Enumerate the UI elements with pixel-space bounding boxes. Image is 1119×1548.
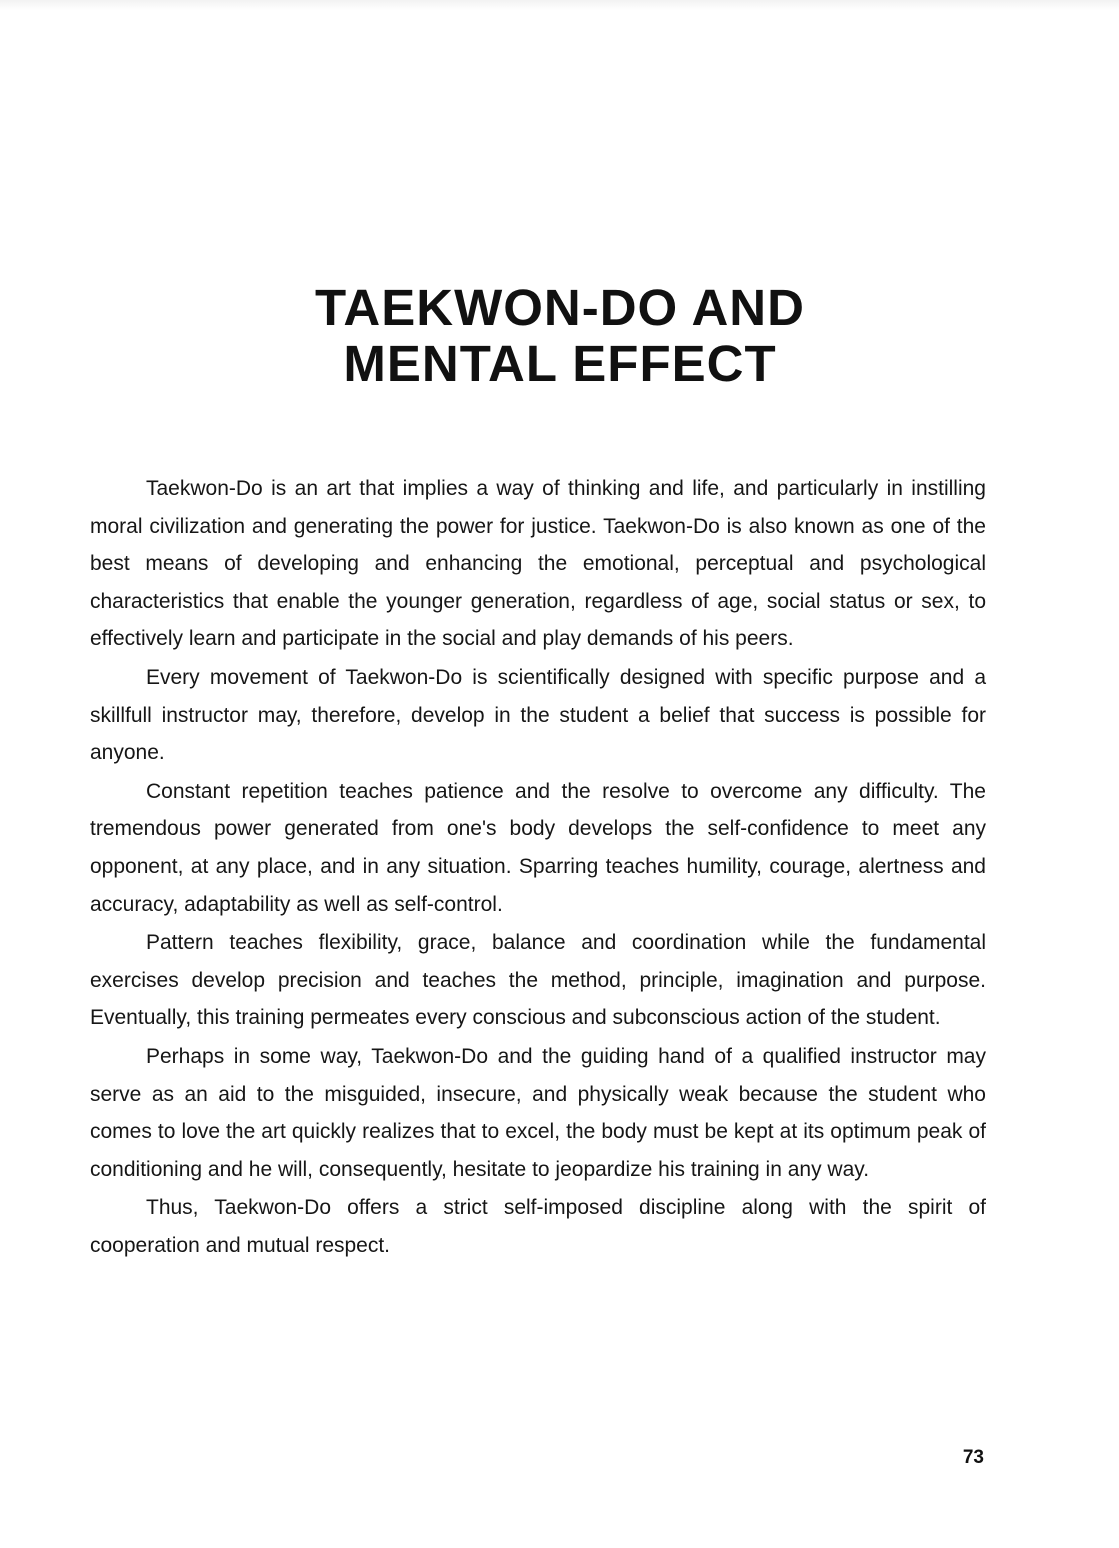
paragraph: Every movement of Taekwon-Do is scientifically designed with specific purpose and a skillfull instructor may, therefore, develop in the student a belief that success is possible for anyone. [90,665,986,765]
chapter-title-line-1: TAEKWON-DO AND [315,279,805,336]
paragraph: Constant repetition teaches patience and the resolve to overcome any difficulty. The tremendous power generated from one's body develops the self-confidence to meet any opponent, at any place, and in any situation. Sparring teaches humility, courage, alertness and accuracy, adaptability as well as self-control. [90,779,986,916]
chapter-body [90,470,986,1265]
paragraph: Pattern teaches flexibility, grace, balance and coordination while the fundamental exercises develop precision and teaches the method, principle, imagination and purpose. Eventually, this training permeates every conscious and subconscious action of the student. [90,931,986,1030]
chapter-title-line-2: MENTAL EFFECT [343,335,777,392]
paragraph: Thus, Taekwon-Do offers a strict self-imposed discipline along with the spirit of cooperation and mutual respect. [90,1196,986,1257]
paragraph: Perhaps in some way, Taekwon-Do and the guiding hand of a qualified instructor may serve as an aid to the misguided, insecure, and physically weak because the student who comes to love the art quickly realizes that to excel, the body must be kept at its optimum peak of conditioning and he will, consequently, hesitate to jeopardize his training in any way. [90,1044,986,1181]
page-number: 73 [962,1447,984,1468]
chapter-title [150,280,970,392]
paragraph: Taekwon-Do is an art that implies a way of thinking and life, and particularly in instilling moral civilization and generating the power for justice. Taekwon-Do is also known as one of the best means of developing and enhancing the emotional, perceptual and psychological characteristics that enable the younger generation, regardless of age, social status or sex, to effectively learn and participate in the social and play demands of his peers. [90,477,986,651]
scan-edge-shadow [0,0,1119,10]
